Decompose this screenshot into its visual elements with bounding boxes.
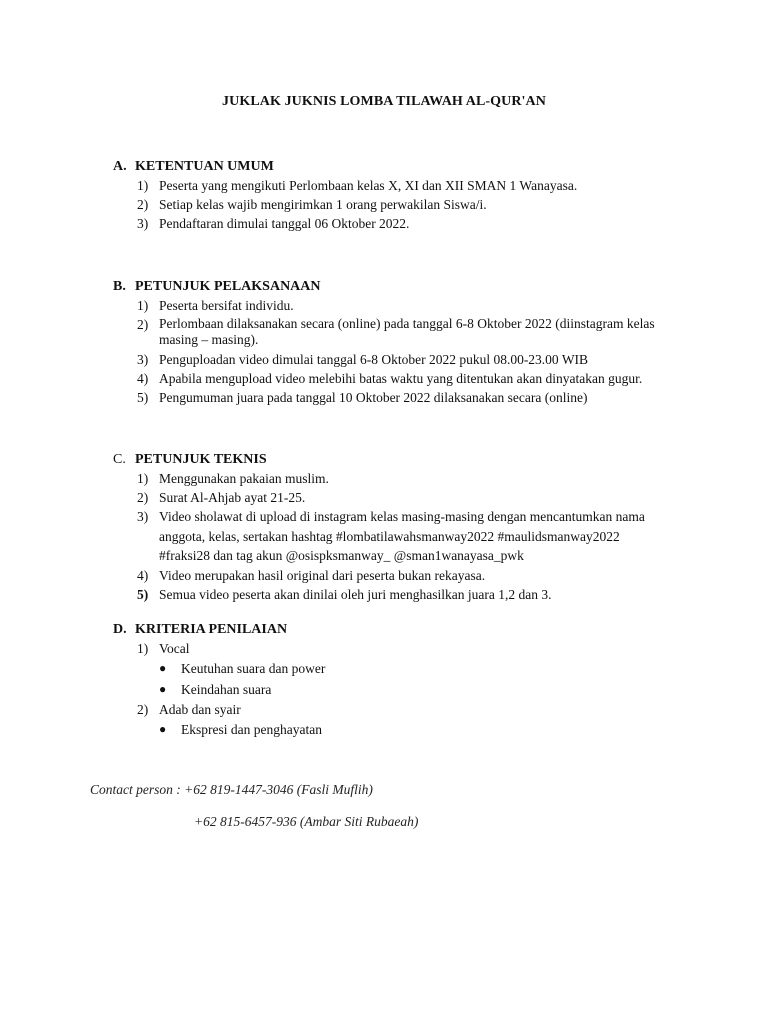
item-text: Adab dan syair [159,702,241,717]
section-kriteria-penilaian [113,620,713,740]
bullet-item [113,658,713,679]
item-number: 1) [137,471,149,486]
item-number: 2) [137,197,149,212]
item-text: Penguploadan video dimulai tanggal 6-8 Oktober 2022 pukul 08.00-23.00 WIB [159,352,589,367]
item-text: Video merupakan hasil original dari peserta bukan rekayasa. [159,567,486,583]
list-item [113,488,713,507]
item-text: Vocal [159,641,190,656]
list-item [113,315,713,350]
section-letter: C. [113,452,126,467]
bullet-text: Keindahan suara [181,682,272,697]
item-number: 3) [137,216,149,231]
bullet-item [113,679,713,700]
bullet-item [113,719,713,740]
bullet-icon: ● [159,661,167,675]
section-title: KETENTUAN UMUM [135,159,274,174]
item-text: Surat Al-Ahjab ayat 21-25. [159,490,306,505]
item-number: 2) [137,490,149,505]
item-text: Setiap kelas wajib mengirimkan 1 orang perwakilan Siswa/i. [159,197,487,212]
contact-person-line-secondary: +62 815-6457-936 (Ambar Siti Rubaeah) [194,814,419,829]
item-number: 3) [137,352,149,367]
section-heading [113,450,713,469]
section-title: PETUNJUK TEKNIS [135,452,267,467]
item-number: 1) [137,178,149,193]
item-number: 2) [137,702,149,717]
list-item [113,507,713,566]
list-item [113,700,713,719]
section-heading [113,157,713,176]
item-text: Peserta yang mengikuti Perlombaan kelas X, XI dan XII SMAN 1 Wanayasa. [159,178,578,193]
item-text: Pengumuman juara pada tanggal 10 Oktober 2022 dilaksanakan secara (online) [159,390,588,405]
item-text: Video sholawat di upload di instagram kelas masing-masing dengan mencantumkan nama anggota, kelas, sertakan hashtag #lombatilawahsmanway2022 #maulidsmanway2022 #fraksi28 dan tag akun @osispksmanway_ @sman1wanayasa_pwk [159,509,645,563]
item-text: Semua video peserta akan dinilai oleh juri menghasilkan juara 1,2 dan 3. [159,586,552,602]
section-title: PETUNJUK PELAKSANAAN [135,279,321,294]
item-number: 2) [137,317,149,332]
list-item [113,195,713,214]
item-number: 4) [137,371,149,386]
item-text: Apabila mengupload video melebihi batas waktu yang ditentukan akan dinyatakan gugur. [159,371,643,386]
section-petunjuk-teknis [113,450,713,604]
section-letter: A. [113,159,127,174]
bullet-text: Ekspresi dan penghayatan [181,722,322,737]
list-item [113,176,713,195]
item-number: 3) [137,509,149,524]
document-title: JUKLAK JUKNIS LOMBA TILAWAH AL-QUR'AN [222,94,546,109]
item-number: 1) [137,298,149,313]
section-heading [113,620,713,639]
list-item [113,585,713,604]
bullet-text: Keutuhan suara dan power [181,661,326,676]
item-text: Menggunakan pakaian muslim. [159,471,329,486]
item-text: Peserta bersifat individu. [159,298,294,313]
item-number: 1) [137,641,149,656]
item-number: 4) [137,567,149,583]
item-text: Perlombaan dilaksanakan secara (online) pada tanggal 6-8 Oktober 2022 (diinstagram kelas masing – masing). [159,316,655,347]
item-text: Pendaftaran dimulai tanggal 06 Oktober 2022. [159,216,410,231]
list-item [113,350,713,369]
list-item [113,369,713,388]
section-ketentuan-umum [113,157,713,233]
item-number: 5) [137,586,149,602]
section-petunjuk-pelaksanaan [113,277,713,407]
list-item [113,566,713,585]
list-item [113,639,713,658]
list-item [113,469,713,488]
item-number: 5) [137,390,149,405]
section-letter: D. [113,622,127,637]
contact-person-line: Contact person : +62 819-1447-3046 (Fasli Muflih) [90,782,373,797]
list-item [113,214,713,233]
section-heading [113,277,713,296]
list-item [113,388,713,407]
section-letter: B. [113,279,126,294]
list-item [113,296,713,315]
bullet-icon: ● [159,722,167,736]
section-title: KRITERIA PENILAIAN [135,622,288,637]
bullet-icon: ● [159,682,167,696]
